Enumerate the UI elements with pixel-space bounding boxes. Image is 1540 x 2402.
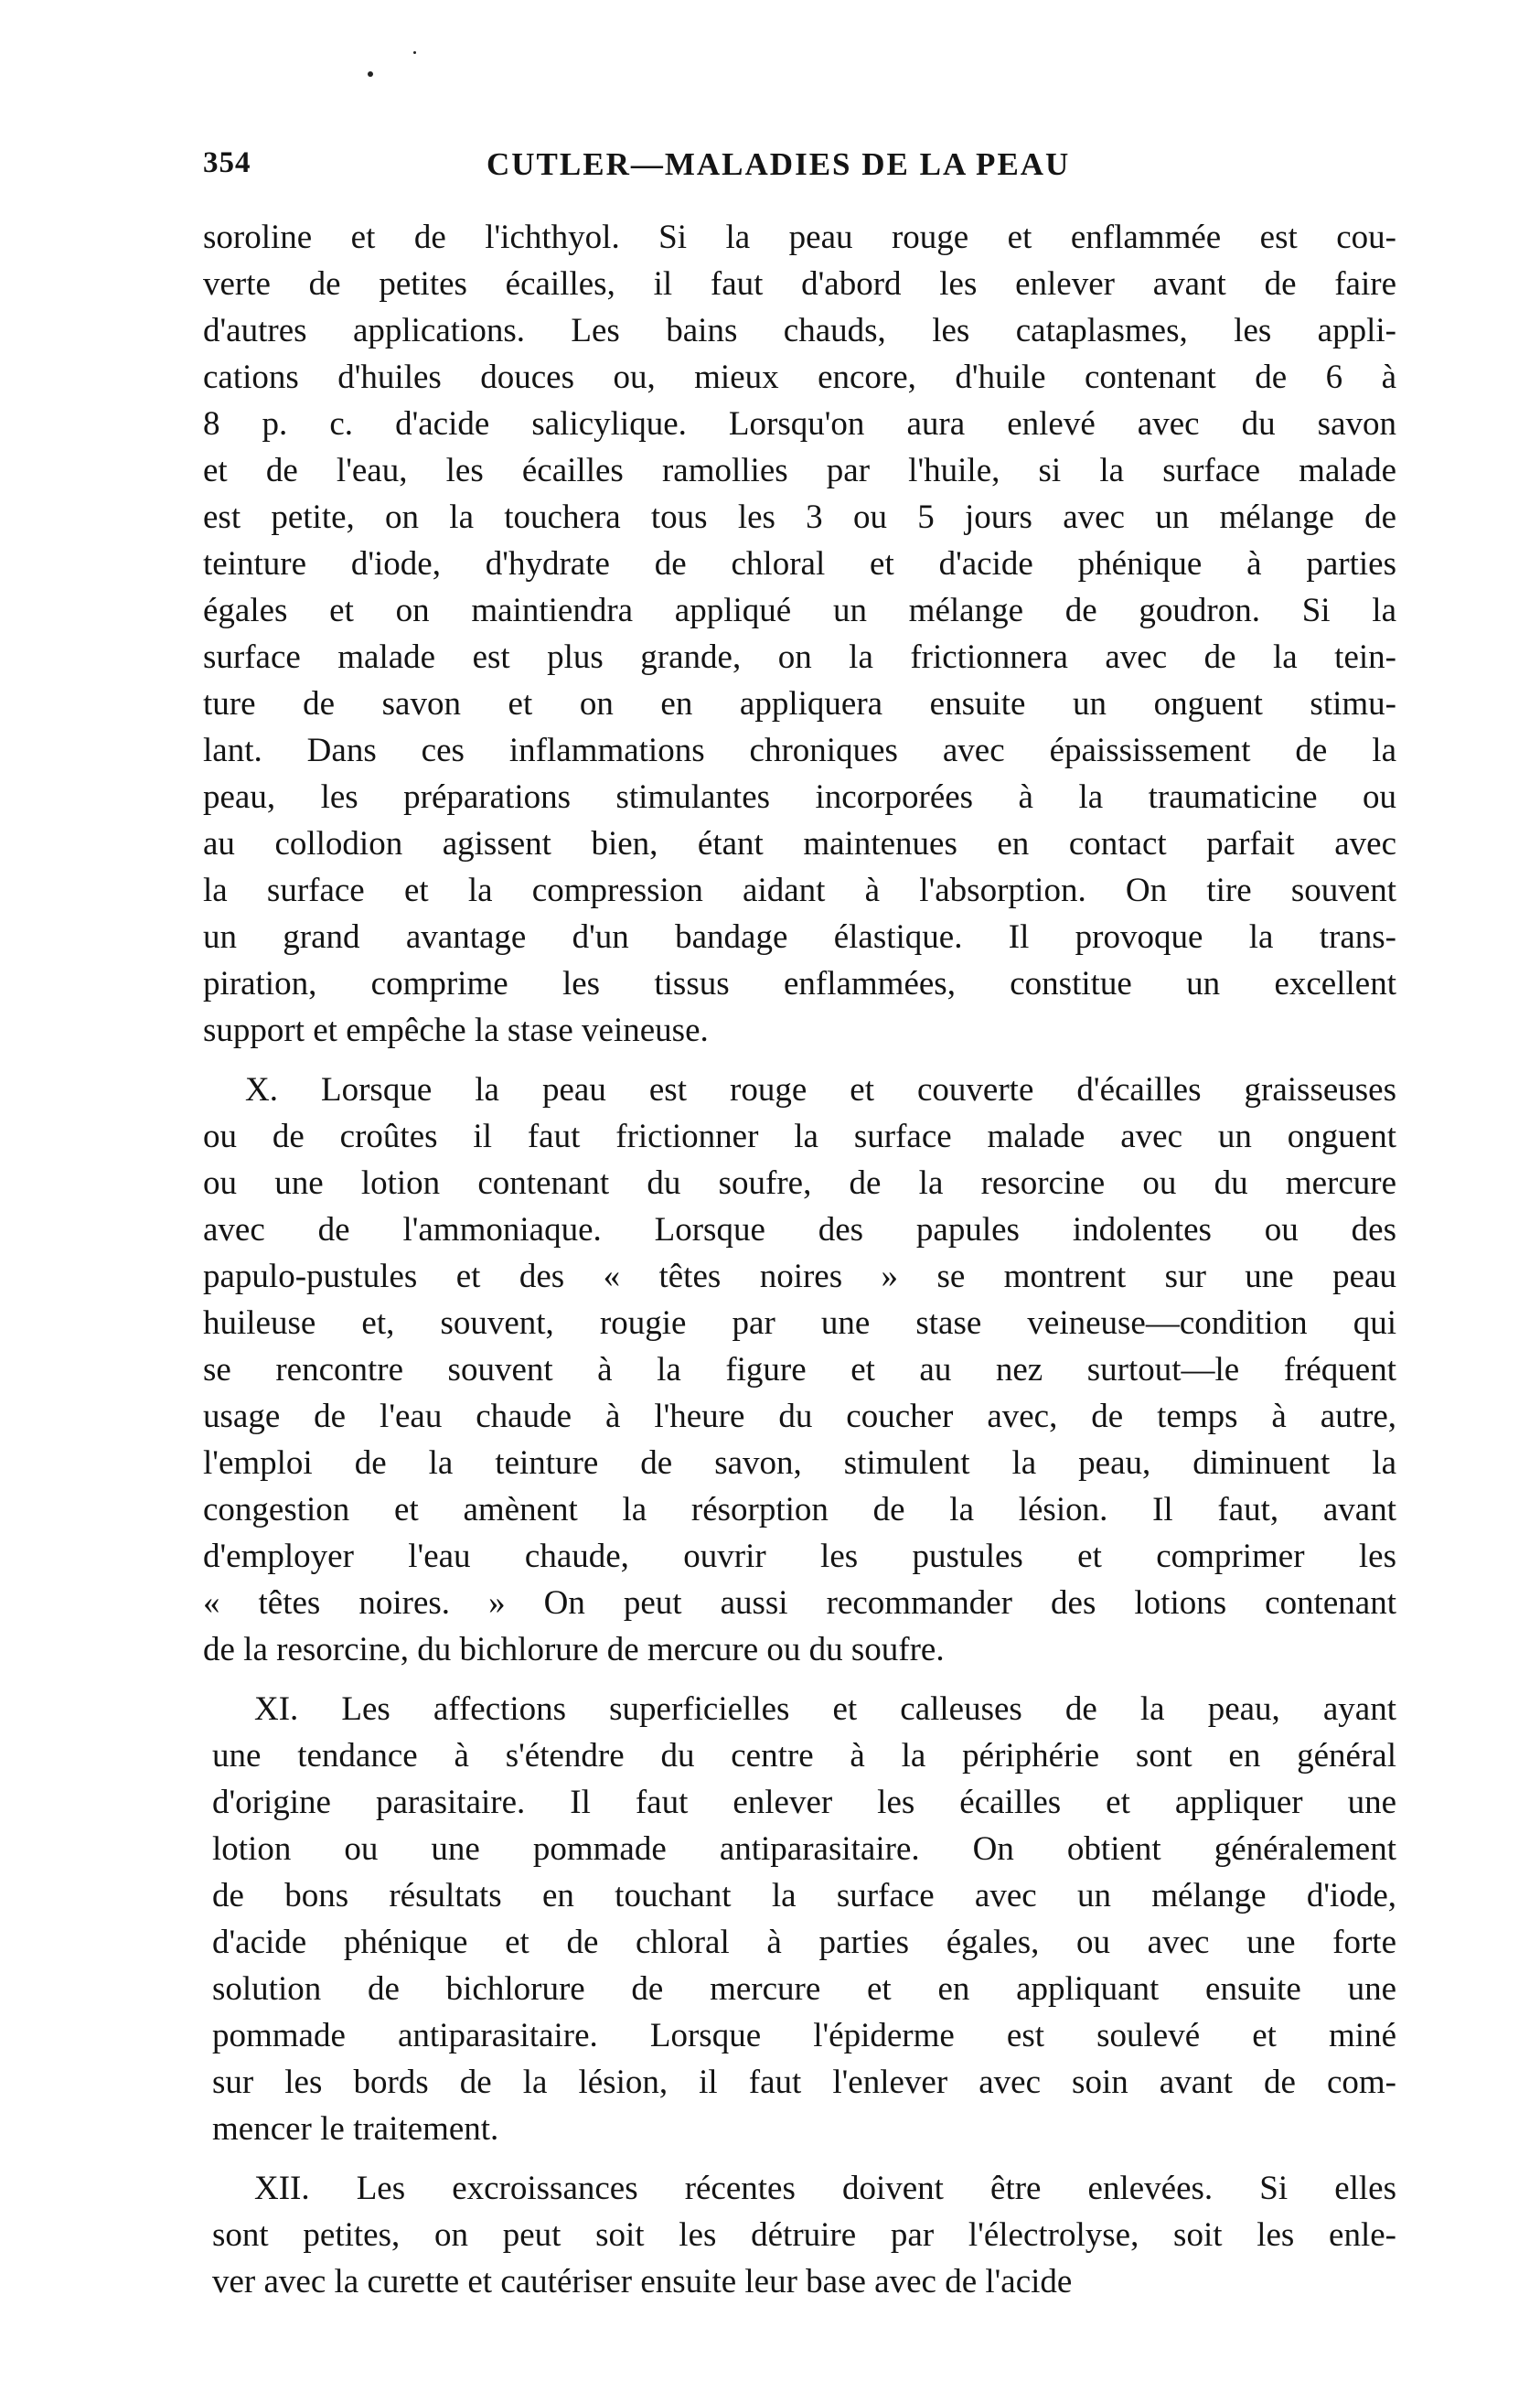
text-line: se rencontre souvent à la figure et au nez surtout—le fréquent xyxy=(203,1351,1396,1389)
text-line: X. Lorsque la peau est rouge et couverte d'écailles graisseuses xyxy=(245,1071,1396,1109)
text-line: au collodion agissent bien, étant maintenues en contact parfait avec xyxy=(203,825,1396,863)
text-line: égales et on maintiendra appliqué un mélange de goudron. Si la xyxy=(203,592,1396,629)
text-line: un grand avantage d'un bandage élastique. Il provoque la trans- xyxy=(203,918,1396,956)
text-line: lotion ou une pommade antiparasitaire. On obtient généralement xyxy=(212,1830,1396,1868)
text-line: d'acide phénique et de chloral à parties égales, ou avec une forte xyxy=(212,1924,1396,1961)
text-line: la surface et la compression aidant à l'absorption. On tire souvent xyxy=(203,872,1396,909)
text-line: d'autres applications. Les bains chauds, les cataplasmes, les appli- xyxy=(203,312,1396,349)
text-line: surface malade est plus grande, on la frictionnera avec de la tein- xyxy=(203,638,1396,676)
paragraph-gap xyxy=(203,2152,1396,2165)
paragraph xyxy=(203,214,1396,1054)
text-line: ou de croûtes il faut frictionner la surface malade avec un onguent xyxy=(203,1118,1396,1155)
page-header xyxy=(203,146,1396,201)
text-line: une tendance à s'étendre du centre à la périphérie sont en général xyxy=(212,1737,1396,1775)
text-line: d'employer l'eau chaude, ouvrir les pustules et comprimer les xyxy=(203,1538,1396,1575)
text-line: d'origine parasitaire. Il faut enlever les écailles et appliquer une xyxy=(212,1784,1396,1821)
running-title: CUTLER—MALADIES DE LA PEAU xyxy=(487,146,1071,182)
text-line: peau, les préparations stimulantes incorporées à la traumaticine ou xyxy=(203,778,1396,816)
text-line: ver avec la curette et cautériser ensuite leur base avec de l'acide xyxy=(212,2263,1073,2300)
text-line: avec de l'ammoniaque. Lorsque des papules indolentes ou des xyxy=(203,1211,1396,1249)
text-line: verte de petites écailles, il faut d'abord les enlever avant de faire xyxy=(203,265,1396,303)
text-line: soroline et de l'ichthyol. Si la peau rouge et enflammée est cou- xyxy=(203,219,1396,256)
text-line: lant. Dans ces inflammations chroniques avec épaississement de la xyxy=(203,732,1396,769)
text-line: sur les bords de la lésion, il faut l'enlever avec soin avant de com- xyxy=(212,2064,1396,2101)
text-line: teinture d'iode, d'hydrate de chloral et d'acide phénique à parties xyxy=(203,545,1396,583)
paragraph xyxy=(203,1067,1396,1673)
ink-speck xyxy=(368,71,373,77)
text-line: pommade antiparasitaire. Lorsque l'épiderme est soulevé et miné xyxy=(212,2017,1396,2054)
text-line: XI. Les affections superficielles et calleuses de la peau, ayant xyxy=(254,1690,1396,1728)
text-line: mencer le traitement. xyxy=(212,2110,499,2148)
text-line: solution de bichlorure de mercure et en appliquant ensuite une xyxy=(212,1970,1396,2008)
text-line: cations d'huiles douces ou, mieux encore, d'huile contenant de 6 à xyxy=(203,359,1396,396)
text-line: huileuse et, souvent, rougie par une stase veineuse—condition qui xyxy=(203,1304,1396,1342)
text-line: 8 p. c. d'acide salicylique. Lorsqu'on aura enlevé avec du savon xyxy=(203,405,1396,443)
text-line: l'emploi de la teinture de savon, stimulent la peau, diminuent la xyxy=(203,1444,1396,1482)
text-line: est petite, on la touchera tous les 3 ou 5 jours avec un mélange de xyxy=(203,499,1396,536)
text-line: XII. Les excroissances récentes doivent être enlevées. Si elles xyxy=(254,2170,1396,2207)
paragraph xyxy=(203,1686,1396,2152)
ink-speck xyxy=(413,51,416,54)
text-line: ou une lotion contenant du soufre, de la resorcine ou du mercure xyxy=(203,1164,1396,1202)
text-line: usage de l'eau chaude à l'heure du coucher avec, de temps à autre, xyxy=(203,1398,1396,1435)
text-line: et de l'eau, les écailles ramollies par l'huile, si la surface malade xyxy=(203,452,1396,489)
text-line: sont petites, on peut soit les détruire par l'électrolyse, soit les enle- xyxy=(212,2216,1396,2254)
page-number: 354 xyxy=(203,146,251,179)
text-line: support et empêche la stase veineuse. xyxy=(203,1012,709,1049)
text-line: papulo-pustules et des « têtes noires » se montrent sur une peau xyxy=(203,1258,1396,1295)
text-line: de la resorcine, du bichlorure de mercure ou du soufre. xyxy=(203,1631,945,1668)
text-line: ture de savon et on en appliquera ensuite un onguent stimu- xyxy=(203,685,1396,723)
paragraph-gap xyxy=(203,1673,1396,1686)
text-line: piration, comprime les tissus enflammées, constitue un excellent xyxy=(203,965,1396,1003)
text-line: congestion et amènent la résorption de la lésion. Il faut, avant xyxy=(203,1491,1396,1528)
text-line: « têtes noires. » On peut aussi recommander des lotions contenant xyxy=(203,1584,1396,1622)
body-text xyxy=(203,214,1396,2305)
paragraph xyxy=(203,2165,1396,2305)
paragraph-gap xyxy=(203,1054,1396,1067)
text-line: de bons résultats en touchant la surface avec un mélange d'iode, xyxy=(212,1877,1396,1914)
